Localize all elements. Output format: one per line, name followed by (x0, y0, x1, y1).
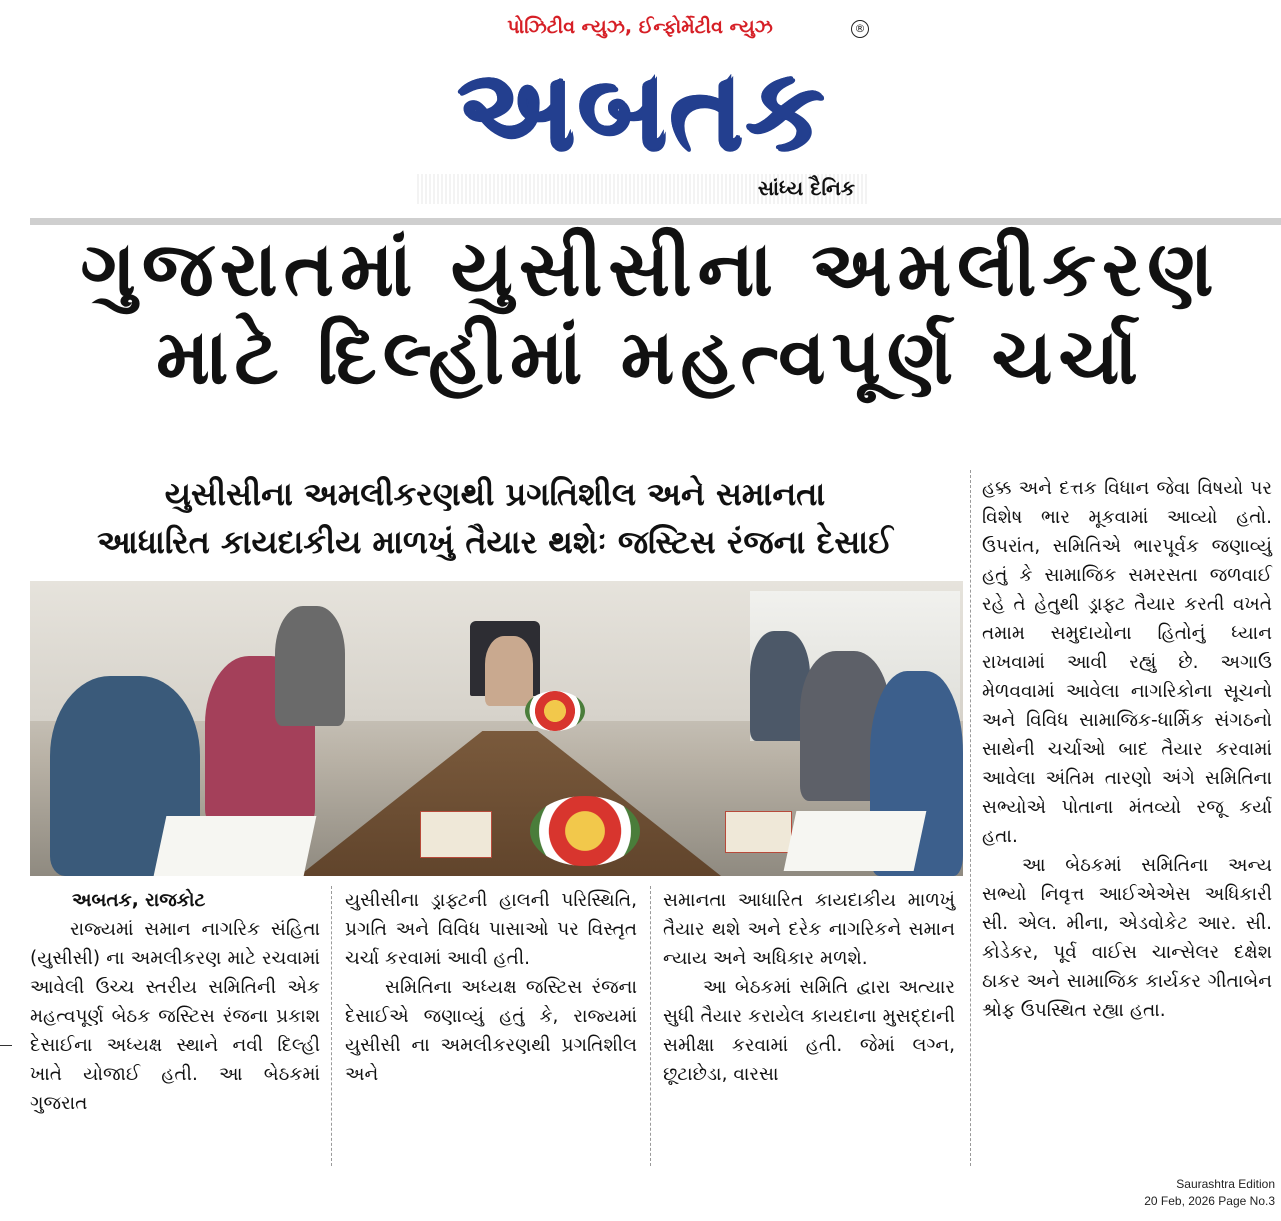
edition-band (415, 174, 867, 204)
column-divider-2 (650, 886, 651, 1166)
column-4-para-1: હક્ક અને દત્તક વિધાન જેવા વિષયો પર વિશેષ ભાર મૂકવામાં આવ્યો હતો. ઉપરાંત, સમિતિએ ભારપૂર્વક જણાવ્યું હતું કે સામાજિક સમરસતા જળવાઈ રહે તે હેતુથી ડ્રાફ્ટ તૈયાર કરતી વખતે તમામ સમુદાયોના હિતોનું ધ્યાન રાખવામાં આવી રહ્યું છે. અગાઉ મેળવવામાં આવેલા નાગરિકોના સૂચનો અને વિવિધ સામાજિક-ધાર્મિક સંગઠનો સાથેની ચર્ચાઓ બાદ તૈયાર કરવામાં આવેલા અંતિમ તારણો અંગે સમિતિના સભ્યોએ પોતાના મંતવ્યો રજૂ કર્યા હતા. (982, 478, 1272, 847)
headline-line-1: ગુજરાતમાં યુસીસીના અમલીકરણ (80, 224, 1220, 313)
page-footer (1144, 1176, 1275, 1210)
subheadline-line-2: આધારિત કાયદાકીય માળખું તૈયાર થશેઃ જસ્ટિસ રંજના દેસાઈ (97, 523, 893, 561)
edition-type: સાંધ્ય દૈનિક (757, 176, 855, 200)
article-column-4 (982, 474, 1272, 1025)
photo-tissue-box-1 (420, 811, 492, 858)
photo-person-left-3 (275, 606, 345, 726)
dateline: અબતક, રાજકોટ (72, 890, 206, 911)
column-1-text: રાજ્યમાં સમાન નાગરિક સંહિતા (યુસીસી) ના અમલીકરણ માટે રચવામાં આવેલી ઉચ્ચ સ્તરીય સમિતિની એક મહત્વપૂર્ણ બેઠક જસ્ટિસ રંજના પ્રકાશ દેસાઈના અધ્યક્ષ સ્થાને નવી દિલ્હી ખાતે યોજાઈ હતી. આ બેઠકમાં ગુજરાત (30, 919, 320, 1114)
headline-line-2: માટે દિલ્હીમાં મહત્વપૂર્ણ ચર્ચા (156, 312, 1144, 401)
footer-date-page: 20 Feb, 2026 Page No.3 (1144, 1194, 1275, 1208)
subheadline (30, 470, 960, 566)
meeting-photo (30, 581, 963, 876)
margin-tick (0, 1045, 12, 1046)
photo-papers-left (154, 816, 317, 876)
photo-flowers-front (530, 796, 640, 866)
photo-tissue-box-2 (725, 811, 792, 853)
column-2-para-1: યુસીસીના ડ્રાફ્ટની હાલની પરિસ્થિતિ, પ્રગતિ અને વિવિધ પાસાઓ પર વિસ્તૃત ચર્ચા કરવામાં આવી હતી. (345, 890, 637, 969)
registered-mark: ® (851, 20, 869, 38)
article-column-1 (30, 886, 320, 1118)
masthead-tagline: પોઝિટીવ ન્યુઝ, ઈન્ફોર્મેટીવ ન્યુઝ (507, 16, 773, 38)
subheadline-line-1: યુસીસીના અમલીકરણથી પ્રગતિશીલ અને સમાનતા (164, 475, 826, 513)
column-3-para-1: સમાનતા આધારિત કાયદાકીય માળખું તૈયાર થશે અને દરેક નાગરિકને સમાન ન્યાય અને અધિકાર મળશે. (663, 890, 955, 969)
photo-person-chair (485, 636, 533, 706)
photo-papers-right (784, 811, 927, 871)
column-3-para-2: આ બેઠકમાં સમિતિ દ્વારા અત્યાર સુધી તૈયાર કરાયેલ કાયદાના મુસદ્દાની સમીક્ષા કરવામાં હતી. જેમાં લગ્ન, છૂટાછેડા, વારસા (663, 977, 955, 1085)
headline (30, 225, 1270, 401)
column-divider-1 (331, 886, 332, 1166)
photo-table (280, 731, 740, 876)
footer-edition: Saurashtra Edition (1176, 1177, 1275, 1191)
masthead (405, 16, 875, 206)
column-2-para-2: સમિતિના અધ્યક્ષ જસ્ટિસ રંજના દેસાઈએ જણાવ્યું હતું કે, રાજ્યમાં યુસીસી ના અમલીકરણથી પ્રગતિશીલ અને (345, 977, 637, 1085)
newspaper-logo: અબતક (415, 46, 867, 174)
article-column-2 (345, 886, 637, 1089)
photo-flowers-back (525, 691, 585, 731)
column-4-para-2: આ બેઠકમાં સમિતિના અન્ય સભ્યો નિવૃત્ત આઈએએસ અધિકારી સી. એલ. મીના, એડવોકેટ આર. સી. કોડેકર, પૂર્વ વાઈસ ચાન્સેલર દક્ષેશ ઠાકર અને સામાજિક કાર્યકર ગીતાબેન શ્રોફ ઉપસ્થિત રહ્યા હતા. (982, 855, 1272, 1021)
column-divider-3 (970, 470, 971, 1166)
article-column-3 (663, 886, 955, 1089)
